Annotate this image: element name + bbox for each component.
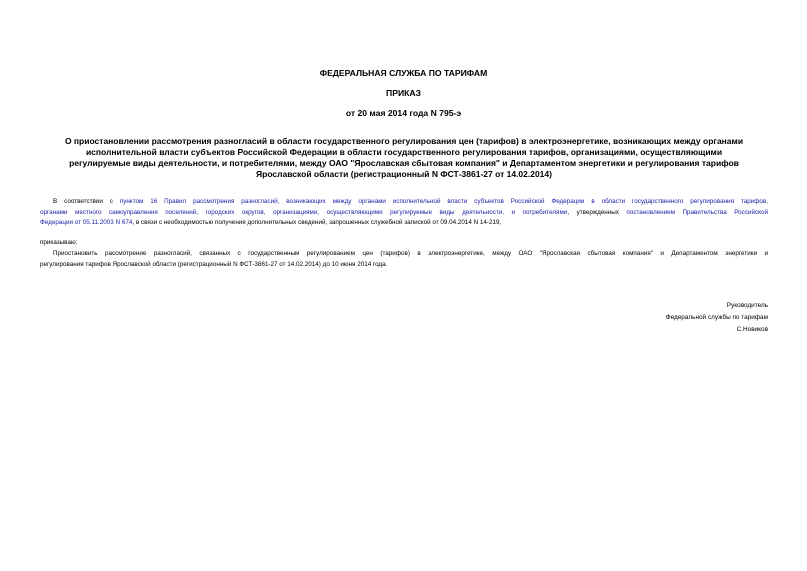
preamble-approved-text: , утвержденных [567,208,627,216]
title-line: О приостановлении рассмотрения разногласий в области государственного регулирования цен (тарифов) в электроэнергетике, возникающих между органами [64,136,744,146]
preamble-paragraph [40,197,768,229]
order-paragraph [40,249,768,270]
order-line-2: регулирования тарифов Ярославской области (регистрационный N ФСТ-3861-27 от 14.02.2014) до 10 июня 2014 года. [40,260,388,268]
document-date-number: от 20 мая 2014 года N 795-э [345,108,462,118]
order-word [40,238,768,249]
resolution-number-link[interactable]: Федерации от 05.11.2003 N 674 [40,219,133,226]
title-line: Ярославской области (регистрационный N ФСТ-3861-27 от 14.02.2014) [256,169,552,179]
title-line: исполнительной власти субъектов Российской Федерации в области государственного регулирования тарифов, организациями, осуществляющими [85,147,723,157]
agency-name: ФЕДЕРАЛЬНАЯ СЛУЖБА ПО ТАРИФАМ [319,68,488,78]
document-title [36,136,772,180]
signatory-name: С.Новиков [736,326,768,333]
preamble-line-3 [40,218,768,229]
preamble-suffix: , в связи с необходимостью получения дополнительных сведений, запрошенных служебной запиской от 09.04.2014 N 14-219, [132,219,502,226]
document-type: ПРИКАЗ [386,88,421,98]
signatory-position: Руководитель [726,302,768,309]
preamble-prefix: В соответствии с [53,198,120,205]
order-line-1: Приостановить рассмотрение разногласий, связанных с государственным регулированием цен (тарифов) в электроэнергетике, между ОАО "Ярославская сбытовая компания" и Департаментом энергетики и [53,250,768,257]
prikazyvayu-text: приказываю: [40,239,78,246]
title-line: регулируемые виды деятельности, и потребителями, между ОАО "Ярославская сбытовая компания" и Департаментом энергетики и регулирования тарифов [69,158,739,168]
government-resolution-link[interactable]: постановлением Правительства Российской [626,208,769,216]
preamble-line-2 [40,208,768,219]
preamble-line-1 [40,197,768,208]
signatory-organization: Федеральной службы по тарифам [665,314,768,321]
rules-title-link[interactable]: органами местного самоуправления поселений, городских округов, организациями, осуществляющими регулируемые виды деятельности, и потребителями [40,208,568,216]
rules-clause-16-link[interactable]: пунктом 16 Правил рассмотрения разногласий, возникающих между органами исполнительной власти субъектов Российской Федерации в области государственного регулирования тарифов, [119,198,768,205]
